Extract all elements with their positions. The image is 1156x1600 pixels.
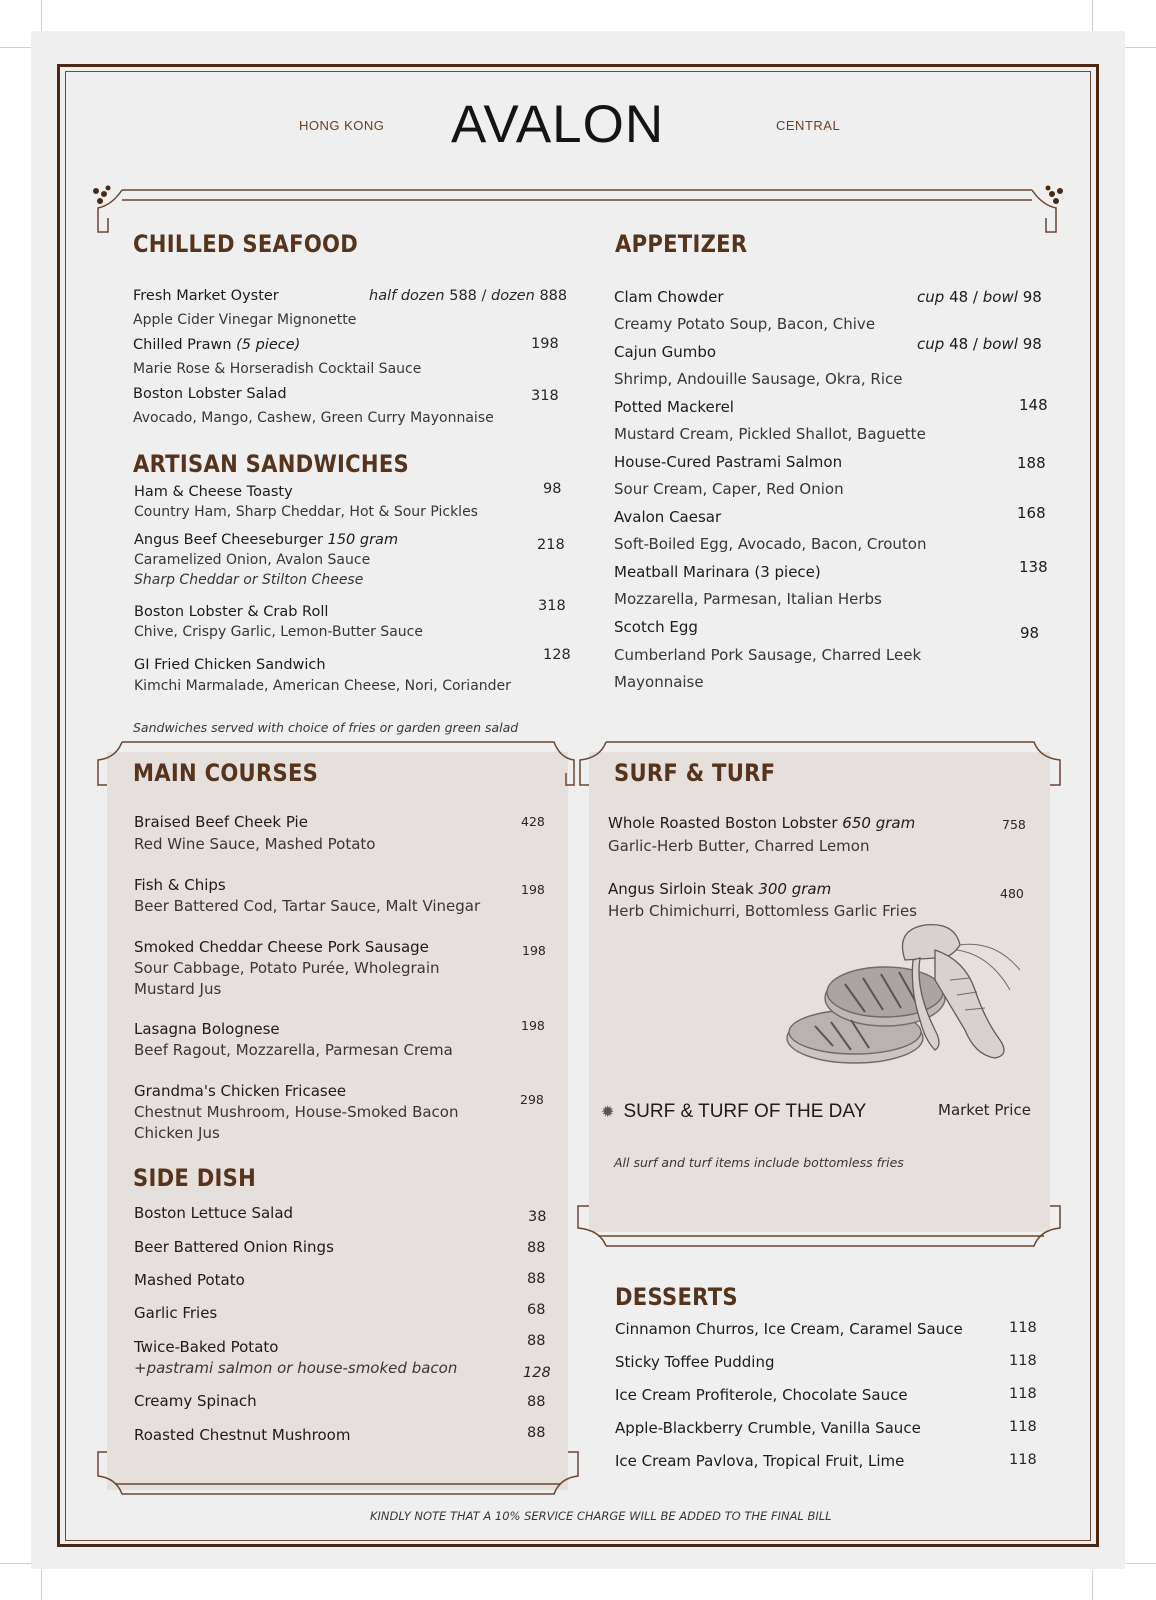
item-name: Lasagna Bolognese — [134, 1020, 280, 1038]
item-description: Marie Rose & Horseradish Cocktail Sauce — [133, 361, 422, 377]
section-title-side-dish: SIDE DISH — [133, 1164, 257, 1192]
item-name: Cinnamon Churros, Ice Cream, Caramel Sauce — [615, 1320, 963, 1338]
item-description-option: Sharp Cheddar or Stilton Cheese — [134, 572, 364, 588]
item-description-cont: Mayonnaise — [614, 673, 704, 691]
item-price: 198 — [522, 943, 546, 958]
item-price: 88 — [527, 1425, 546, 1441]
item-price: 198 — [531, 336, 559, 352]
section-title-artisan-sandwiches: ARTISAN SANDWICHES — [133, 450, 410, 478]
item-price: 88 — [527, 1394, 546, 1410]
item-price: cup 48 / bowl 98 — [917, 335, 1042, 353]
item-price: 98 — [543, 481, 562, 497]
item-description: Beer Battered Cod, Tartar Sauce, Malt Vinegar — [134, 897, 481, 915]
item-name: Whole Roasted Boston Lobster 650 gram — [608, 814, 916, 832]
item-name: Chilled Prawn (5 piece) — [133, 337, 301, 353]
item-price: 98 — [1020, 624, 1040, 642]
item-price: 318 — [538, 598, 566, 614]
item-name: Boston Lobster & Crab Roll — [134, 604, 329, 620]
item-description: Kimchi Marmalade, American Cheese, Nori, Coriander — [134, 678, 511, 694]
item-price: 138 — [1019, 558, 1048, 576]
item-price: 298 — [520, 1092, 544, 1107]
item-price: half dozen 588 / dozen 888 — [369, 288, 568, 304]
item-description: Sour Cabbage, Potato Purée, Wholegrain — [134, 959, 440, 977]
section-title-chilled-seafood: CHILLED SEAFOOD — [133, 230, 359, 258]
item-name: Beer Battered Onion Rings — [134, 1238, 334, 1256]
item-price: 128 — [543, 647, 571, 663]
item-addon-price: 128 — [523, 1365, 551, 1381]
item-price: 88 — [527, 1333, 546, 1349]
item-addon: +pastrami salmon or house-smoked bacon — [134, 1359, 458, 1377]
item-name: Meatball Marinara (3 piece) — [614, 563, 821, 581]
city-label: HONG KONG — [299, 118, 385, 133]
item-name: Boston Lettuce Salad — [134, 1204, 294, 1222]
item-price: 168 — [1017, 504, 1046, 522]
sandwich-note: Sandwiches served with choice of fries or garden green salad — [133, 720, 519, 735]
item-name: Creamy Spinach — [134, 1392, 257, 1410]
item-name: Scotch Egg — [614, 618, 698, 636]
district-label: CENTRAL — [776, 118, 841, 133]
item-description: Country Ham, Sharp Cheddar, Hot & Sour Pickles — [134, 504, 478, 520]
item-price: cup 48 / bowl 98 — [917, 288, 1042, 306]
item-name: Sticky Toffee Pudding — [615, 1353, 775, 1371]
item-name: Braised Beef Cheek Pie — [134, 813, 308, 831]
brand-logo: AVALON — [451, 95, 665, 154]
item-description: Mustard Cream, Pickled Shallot, Baguette — [614, 425, 926, 443]
item-description: Herb Chimichurri, Bottomless Garlic Fries — [608, 902, 917, 920]
item-name: Angus Beef Cheeseburger 150 gram — [134, 532, 399, 548]
item-name: Cajun Gumbo — [614, 343, 717, 361]
item-price: 68 — [527, 1302, 546, 1318]
item-description: Red Wine Sauce, Mashed Potato — [134, 835, 376, 853]
item-description-cont: Mustard Jus — [134, 980, 222, 998]
item-name: Angus Sirloin Steak 300 gram — [608, 880, 832, 898]
item-name: Smoked Cheddar Cheese Pork Sausage — [134, 938, 429, 956]
surf-turf-special: ✹ SURF & TURF OF THE DAY — [601, 1101, 867, 1122]
service-charge-note: KINDLY NOTE THAT A 10% SERVICE CHARGE WILL BE ADDED TO THE FINAL BILL — [370, 1509, 832, 1523]
item-description: Cumberland Pork Sausage, Charred Leek — [614, 646, 922, 664]
item-name: Potted Mackerel — [614, 398, 734, 416]
item-price: 118 — [1009, 1452, 1037, 1468]
item-description: Creamy Potato Soup, Bacon, Chive — [614, 315, 876, 333]
item-name: Ham & Cheese Toasty — [134, 484, 293, 500]
item-name: Roasted Chestnut Mushroom — [134, 1426, 351, 1444]
section-title-surf-turf: SURF & TURF — [614, 759, 776, 787]
item-name: Apple-Blackberry Crumble, Vanilla Sauce — [615, 1419, 921, 1437]
item-price: 480 — [1000, 886, 1024, 901]
item-price: 428 — [521, 814, 545, 829]
item-name: Twice-Baked Potato — [134, 1338, 279, 1356]
leaf-ornament-icon — [93, 186, 1063, 205]
item-price: 118 — [1009, 1419, 1037, 1435]
item-price: 118 — [1009, 1386, 1037, 1402]
item-name: GI Fried Chicken Sandwich — [134, 657, 326, 673]
item-description: Chestnut Mushroom, House-Smoked Bacon — [134, 1103, 459, 1121]
special-price: Market Price — [938, 1101, 1031, 1119]
item-price: 318 — [531, 388, 559, 404]
item-description: Sour Cream, Caper, Red Onion — [614, 480, 844, 498]
item-price: 148 — [1019, 396, 1048, 414]
item-price: 188 — [1017, 454, 1046, 472]
item-name: Boston Lobster Salad — [133, 386, 287, 402]
item-name: Fish & Chips — [134, 876, 226, 894]
item-name: Garlic Fries — [134, 1304, 218, 1322]
item-price: 38 — [528, 1209, 547, 1225]
item-description: Soft-Boiled Egg, Avocado, Bacon, Crouton — [614, 535, 927, 553]
item-name: Mashed Potato — [134, 1271, 245, 1289]
section-title-desserts: DESSERTS — [615, 1283, 738, 1311]
item-name: Grandma's Chicken Fricasee — [134, 1082, 347, 1100]
item-description: Caramelized Onion, Avalon Sauce — [134, 552, 371, 568]
item-description: Beef Ragout, Mozzarella, Parmesan Crema — [134, 1041, 453, 1059]
item-description: Chive, Crispy Garlic, Lemon-Butter Sauce — [134, 624, 423, 640]
item-description: Avocado, Mango, Cashew, Green Curry Mayonnaise — [133, 410, 494, 426]
section-title-appetizer: APPETIZER — [615, 230, 748, 258]
item-name: House-Cured Pastrami Salmon — [614, 453, 843, 471]
item-description: Mozzarella, Parmesan, Italian Herbs — [614, 590, 882, 608]
item-description: Apple Cider Vinegar Mignonette — [133, 312, 357, 328]
item-name: Fresh Market Oyster — [133, 288, 279, 304]
item-name: Ice Cream Pavlova, Tropical Fruit, Lime — [615, 1452, 905, 1470]
item-price: 118 — [1009, 1320, 1037, 1336]
steak-lobster-illustration — [785, 920, 1035, 1080]
item-price: 88 — [527, 1240, 546, 1256]
item-name: Avalon Caesar — [614, 508, 722, 526]
item-price: 118 — [1009, 1353, 1037, 1369]
section-title-main-courses: MAIN COURSES — [133, 759, 319, 787]
item-price: 198 — [521, 882, 545, 897]
item-description-cont: Chicken Jus — [134, 1124, 220, 1142]
item-price: 198 — [521, 1018, 545, 1033]
item-price: 88 — [527, 1271, 546, 1287]
item-name: Ice Cream Profiterole, Chocolate Sauce — [615, 1386, 908, 1404]
item-price: 758 — [1002, 817, 1026, 832]
item-price: 218 — [537, 537, 565, 553]
item-description: Garlic-Herb Butter, Charred Lemon — [608, 837, 870, 855]
surf-turf-note: All surf and turf items include bottomless fries — [614, 1155, 904, 1170]
item-description: Shrimp, Andouille Sausage, Okra, Rice — [614, 370, 903, 388]
item-name: Clam Chowder — [614, 288, 724, 306]
gear-flower-icon: ✹ — [601, 1102, 615, 1121]
